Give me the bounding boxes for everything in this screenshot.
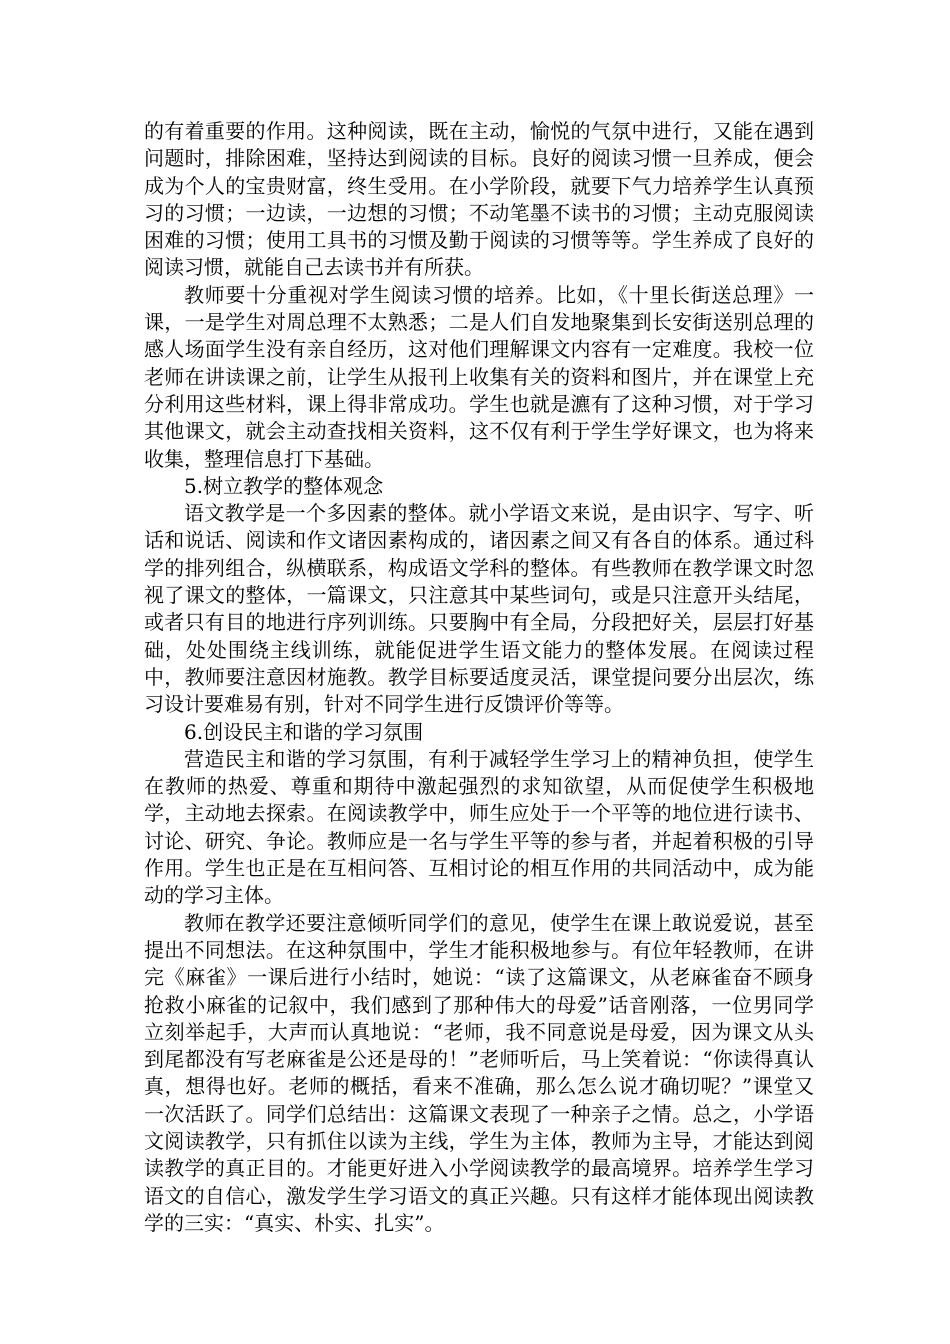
paragraph-reading-habits: 教师要十分重视对学生阅读习惯的培养。比如，《十里长街送总理》一课，一是学生对周总理不太熟悉；二是人们自发地聚集到长安街送别总理的感人场面学生没有亲自经历，这对他们理解课文内容有一定难度。我校一位老师在讲读课之前，让学生从报刊上收集有关的资料和图片，并在课堂上充分利用这些材料，课上得非常成功。学生也就是瀌有了这种习惯，对于学习其他课文，就会主动查找相关资料，这不仅有利于学生学好课文，也为将来收集，整理信息打下基础。 [144, 282, 814, 471]
paragraph-listening-example: 教师在教学还要注意倾听同学们的意见，使学生在课上敢说爱说，甚至提出不同想法。在这种氛围中，学生才能积极地参与。有位年轻教师，在讲完《麻雀》一课后进行小结时，她说：“读了这篇课文，从老麻雀奋不顾身抢救小麻雀的记叙中，我们感到了那种伟大的母爱”话音刚落，一位男同学立刻举起手，大声而认真地说：“老师，我不同意说是母爱，因为课文从头到尾都没有写老麻雀是公还是母的！”老师听后，马上笑着说：“你读得真认真，想得也好。老师的概括，看来不准确，那么怎么说才确切呢？”课堂又一次活跃了。同学们总结出：这篇课文表现了一种亲子之情。总之，小学语文阅读教学，只有抓住以读为主线，学生为主体，教师为主导，才能达到阅读教学的真正目的。才能更好进入小学阅读教学的最高境界。培养学生学习语文的自信心，激发学生学习语文的真正兴趣。只有这样才能体现出阅读教学的三实：“真实、朴实、扎实”。 [144, 910, 814, 1235]
section-heading-6: 6.创设民主和谐的学习氛围 [184, 719, 424, 744]
document-body [144, 118, 814, 1237]
section-heading-5: 5.树立教学的整体观念 [184, 473, 384, 498]
paragraph-holistic-view: 语文教学是一个多因素的整体。就小学语文来说，是由识字、写字、听话和说话、阅读和作文诸因素构成的，诸因素之间又有各自的体系。通过科学的排列组合，纵横联系，构成语文学科的整体。有些教师在教学课文时忽视了课文的整体，一篇课文，只注意其中某些词句，或是只注意开头结尾，或者只有目的地进行序列训练。只要胸中有全局，分段把好关，层层打好基础，处处围绕主线训练，就能促进学生语文能力的整体发展。在阅读过程中，教师要注意因材施教。教学目标要适度灵活，课堂提问要分出层次，练习设计要难易有别，针对不同学生进行反馈评价等等。 [144, 501, 814, 717]
paragraph-democratic-atmosphere: 营造民主和谐的学习氛围，有利于减轻学生学习上的精神负担，使学生在教师的热爱、尊重和期待中激起强烈的求知欲望，从而促使学生积极地学，主动地去探索。在阅读教学中，师生应处于一个平等的地位进行读书、讨论、研究、争论。教师应是一名与学生平等的参与者，并起着积极的引导作用。学生也正是在互相问答、互相讨论的相互作用的共同活动中，成为能动的学习主体。 [144, 746, 814, 908]
paragraph-continuation: 的有着重要的作用。这种阅读，既在主动，愉悦的气氛中进行，又能在遇到问题时，排除困难，坚持达到阅读的目标。良好的阅读习惯一旦养成，便会成为个人的宝贵财富，终生受用。在小学阶段，就要下气力培养学生认真预习的习惯；一边读，一边想的习惯；不动笔墨不读书的习惯；主动克服阅读困难的习惯；使用工具书的习惯及勤于阅读的习惯等等。学生养成了良好的阅读习惯，就能自己去读书并有所获。 [144, 119, 814, 280]
